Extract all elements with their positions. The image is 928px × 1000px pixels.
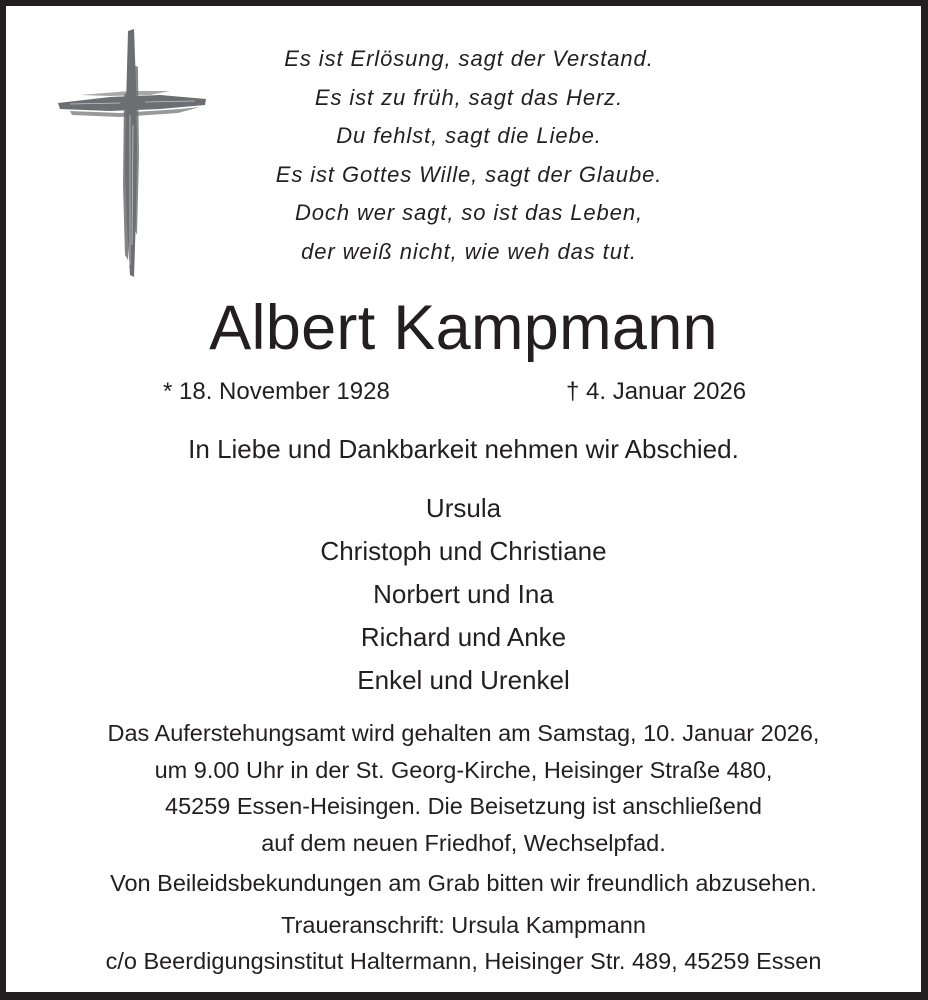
poem-line: der weiß nicht, wie weh das tut. — [301, 238, 637, 264]
mourner: Christoph und Christiane — [320, 536, 607, 566]
mourner: Norbert und Ina — [373, 579, 554, 609]
mourners-list — [6, 487, 921, 702]
mourner: Enkel und Urenkel — [357, 665, 570, 695]
farewell-line: In Liebe und Dankbarkeit nehmen wir Abschied. — [188, 434, 739, 464]
poem — [224, 40, 714, 271]
poem-line: Es ist Gottes Wille, sagt der Glaube. — [275, 161, 663, 187]
death-date: † 4. Januar 2026 — [566, 378, 747, 405]
address-line: Traueranschrift: Ursula Kampmann — [281, 912, 646, 938]
deceased-name: Albert Kampmann — [209, 293, 718, 363]
service-line: 45259 Essen-Heisingen. Die Beisetzung ist anschließend — [165, 793, 762, 819]
poem-line: Es ist zu früh, sagt das Herz. — [314, 84, 624, 110]
mourner: Richard und Anke — [360, 622, 567, 652]
address-line: c/o Beerdigungsinstitut Haltermann, Heisinger Str. 489, 45259 Essen — [105, 948, 822, 974]
mourner: Ursula — [425, 493, 502, 523]
poem-line: Du fehlst, sagt die Liebe. — [336, 123, 602, 148]
obituary-notice — [6, 6, 921, 992]
service-line: um 9.00 Uhr in der St. Georg-Kirche, Heisinger Straße 480, — [154, 756, 773, 783]
mourning-address — [6, 907, 921, 979]
service-details — [6, 715, 921, 861]
poem-line: Es ist Erlösung, sagt der Verstand. — [284, 46, 654, 71]
cross-icon — [50, 25, 210, 280]
birth-date: * 18. November 1928 — [163, 378, 390, 405]
service-line: auf dem neuen Friedhof, Wechselpfad. — [261, 829, 666, 856]
condolence-note: Von Beileidsbekundungen am Grab bitten wir freundlich abzusehen. — [110, 870, 817, 896]
poem-line: Doch wer sagt, so ist das Leben, — [295, 200, 643, 225]
service-line: Das Auferstehungsamt wird gehalten am Samstag, 10. Januar 2026, — [107, 720, 820, 746]
